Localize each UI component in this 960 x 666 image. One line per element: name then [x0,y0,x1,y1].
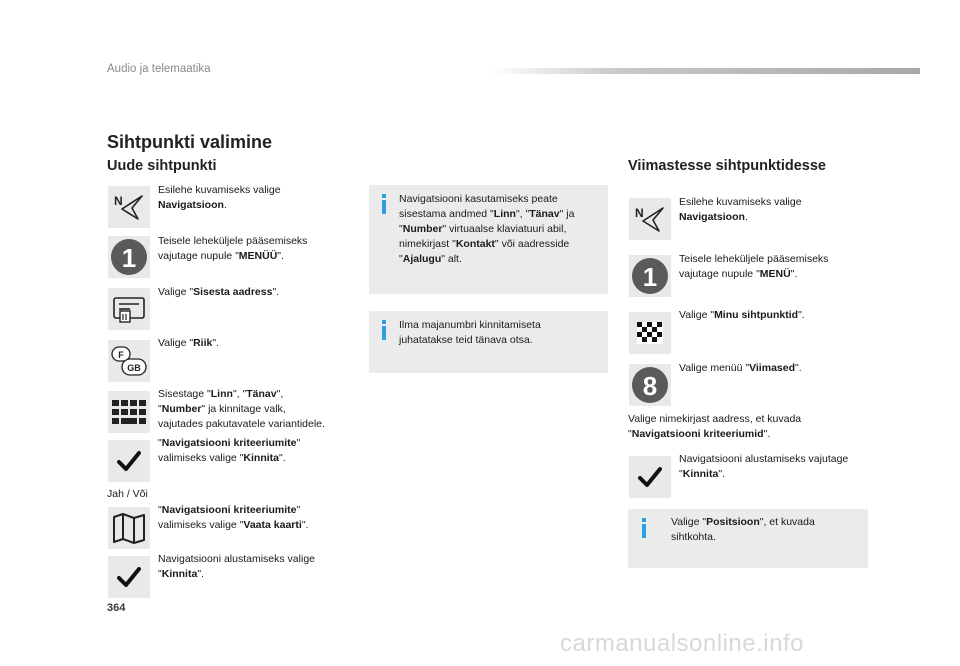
info-icon [382,200,386,214]
right-step-text-menu: Teisele leheküljele pääsemiseks vajutage nupule "MENÜ". [679,253,829,280]
svg-text:F: F [118,350,124,360]
info-icon [642,524,646,538]
info-box-house-number [369,311,608,373]
navigation-icon [108,186,150,228]
keyboard-grid-icon [108,391,150,433]
svg-text:8: 8 [642,371,658,401]
keyboard-address-icon [108,288,150,330]
right-heading: Viimastesse sihtpunktidesse [628,158,826,174]
right-step-text-navigation: Esilehe kuvamiseks valige Navigatsioon. [679,196,802,223]
step-8-icon [629,364,671,406]
info-icon [382,326,386,340]
country-flag-icon [108,340,150,382]
info-box-position [628,509,868,568]
step-1-icon [108,236,150,278]
right-step-text-confirm: Navigatsiooni alustamiseks vajutage "Kinnita". [679,453,849,480]
info-text-input: Navigatsiooni kasutamiseks peate sisestama andmed "Linn", "Tänav" ja "Number" virtuaalse klaviatuuri abil, nimekirjast "Kontakt" või aadresside "Ajalugu" alt. [399,193,575,265]
svg-text:N: N [635,206,644,220]
step-text-navigation: Esilehe kuvamiseks valige Navigatsioon. [158,184,281,211]
step-text-menu: Teisele leheküljele pääsemiseks vajutage nupule "MENÜÜ". [158,235,308,262]
step-text-start-navigation: Navigatsiooni alustamiseks valige "Kinnita". [158,553,315,580]
map-icon [108,507,150,549]
right-step-text-my-destinations: Valige "Minu sihtpunktid". [679,309,805,321]
step-1-icon [629,255,671,297]
svg-text:GB: GB [127,363,141,373]
header-rule [490,68,920,74]
step-text-view-map: "Navigatsiooni kriteeriumite" valimiseks valige "Vaata kaarti". [158,504,309,531]
section-header: Audio ja telemaatika [107,63,211,75]
checkmark-icon [108,556,150,598]
checkmark-icon [629,456,671,498]
left-heading: Uude sihtpunkti [107,158,217,174]
step-text-confirm-criteria: "Navigatsiooni kriteeriumite" valimiseks valige "Kinnita". [158,437,301,464]
checkmark-icon [108,440,150,482]
checkered-flag-icon [629,312,671,354]
step-text-country: Valige "Riik". [158,337,219,349]
navigation-icon [629,198,671,240]
right-step-text-recent: Valige menüü "Viimased". [679,362,802,374]
step-text-address: Valige "Sisesta aadress". [158,286,280,298]
right-note-select-address: Valige nimekirjast aadress, et kuvada "Navigatsiooni kriteeriumid". [628,413,802,440]
info-box-input [369,185,608,294]
info-text-position: Valige "Positsioon", et kuvada sihtkohta. [671,516,815,543]
info-text-house-number: Ilma majanumbri kinnitamiseta juhatatakse teid tänava otsa. [399,319,541,346]
svg-text:1: 1 [121,243,137,273]
page-number: 364 [107,602,126,614]
svg-text:1: 1 [642,262,658,292]
step-text-city-street: Sisestage "Linn", "Tänav", "Number" ja kinnitage valk, vajutades pakutavatele variantidele. [158,388,325,430]
watermark: carmanualsonline.info [560,630,804,657]
or-label: Jah / Või [107,488,148,500]
svg-text:N: N [114,194,123,208]
page-title: Sihtpunkti valimine [107,132,273,152]
